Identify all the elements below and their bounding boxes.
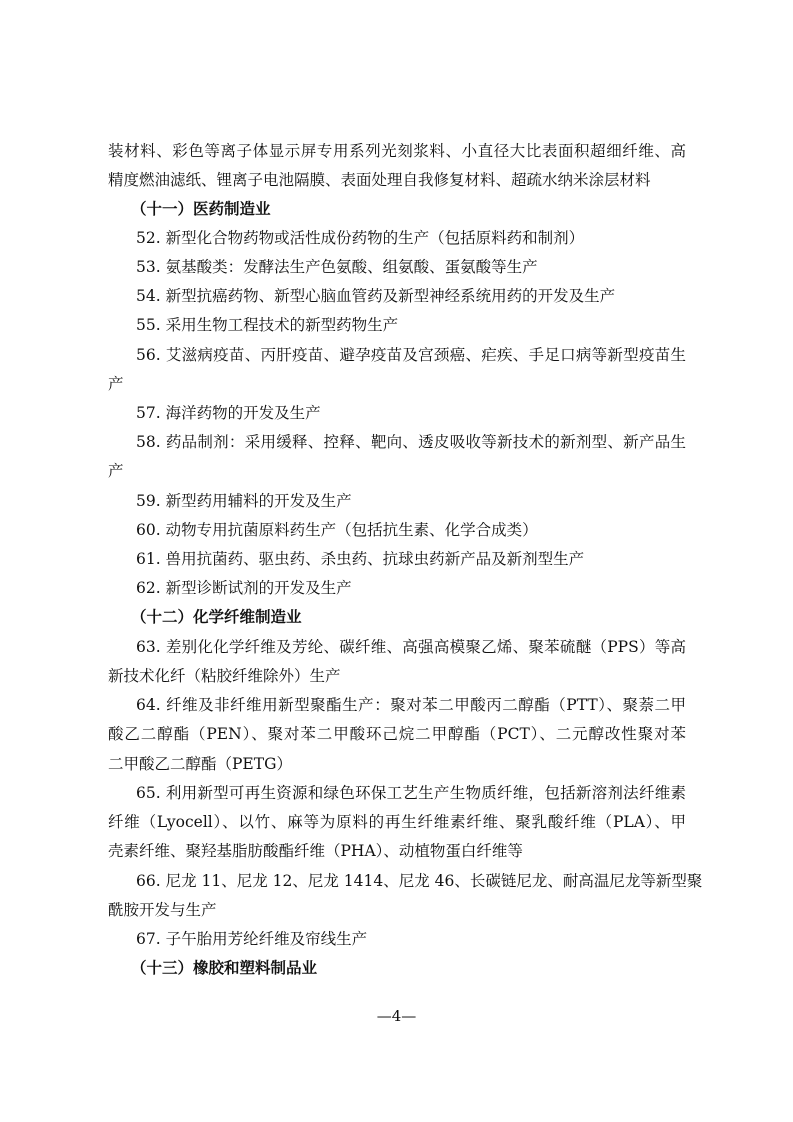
list-item: 53. 氨基酸类：发酵法生产色氨酸、组氨酸、蛋氨酸等生产: [136, 258, 538, 276]
list-item: 67. 子午胎用芳纶纤维及帘线生产: [136, 930, 368, 948]
list-item: 66. 尼龙 11、尼龙 12、尼龙 1414、尼龙 46、长碳链尼龙、耐高温尼龙等新型聚: [136, 872, 703, 890]
list-item: 63. 差别化化学纤维及芳纶、碳纤维、高强高模聚乙烯、聚苯硫醚（PPS）等高: [136, 638, 686, 656]
text-line: 二甲酸乙二醇酯（PETG）: [108, 755, 292, 773]
section-heading: （十一）医药制造业: [131, 200, 271, 218]
list-item: 65. 利用新型可再生资源和绿色环保工艺生产生物质纤维，包括新溶剂法纤维素: [136, 784, 686, 802]
list-item: 56. 艾滋病疫苗、丙肝疫苗、避孕疫苗及宫颈癌、疟疾、手足口病等新型疫苗生: [136, 346, 686, 364]
text-line: 纤维（Lyocell）、以竹、麻等为原料的再生纤维素纤维、聚乳酸纤维（PLA）、甲: [108, 813, 686, 831]
list-item: 57. 海洋药物的开发及生产: [136, 404, 321, 422]
text-line: 壳素纤维、聚羟基脂肪酸酯纤维（PHA）、动植物蛋白纤维等: [108, 842, 523, 860]
text-line: 装材料、彩色等离子体显示屏专用系列光刻浆料、小直径大比表面积超细纤维、高: [108, 142, 686, 160]
text-line: 酸乙二醇酯（PEN）、聚对苯二甲酸环己烷二甲醇酯（PCT）、二元醇改性聚对苯: [108, 725, 686, 743]
list-item: 60. 动物专用抗菌原料药生产（包括抗生素、化学合成类）: [136, 521, 538, 539]
list-item: 64. 纤维及非纤维用新型聚酯生产：聚对苯二甲酸丙二醇酯（PTT）、聚萘二甲: [136, 696, 686, 714]
text-line: 酰胺开发与生产: [108, 901, 217, 919]
list-item: 52. 新型化合物药物或活性成份药物的生产（包括原料药和制剂）: [136, 229, 585, 247]
section-heading: （十二）化学纤维制造业: [131, 608, 302, 626]
text-line: 产: [108, 462, 124, 480]
text-line: 新技术化纤（粘胶纤维除外）生产: [108, 667, 341, 685]
section-heading: （十三）橡胶和塑料制品业: [131, 959, 318, 977]
list-item: 62. 新型诊断试剂的开发及生产: [136, 579, 352, 597]
list-item: 54. 新型抗癌药物、新型心脑血管药及新型神经系统用药的开发及生产: [136, 287, 616, 305]
text-line: 产: [108, 375, 124, 393]
page-number: —4—: [376, 1007, 417, 1025]
list-item: 58. 药品制剂：采用缓释、控释、靶向、透皮吸收等新技术的新剂型、新产品生: [136, 433, 686, 451]
list-item: 59. 新型药用辅料的开发及生产: [136, 492, 352, 510]
text-line: 精度燃油滤纸、锂离子电池隔膜、表面处理自我修复材料、超疏水纳米涂层材料: [108, 171, 651, 189]
list-item: 61. 兽用抗菌药、驱虫药、杀虫药、抗球虫药新产品及新剂型生产: [136, 550, 585, 568]
list-item: 55. 采用生物工程技术的新型药物生产: [136, 316, 399, 334]
